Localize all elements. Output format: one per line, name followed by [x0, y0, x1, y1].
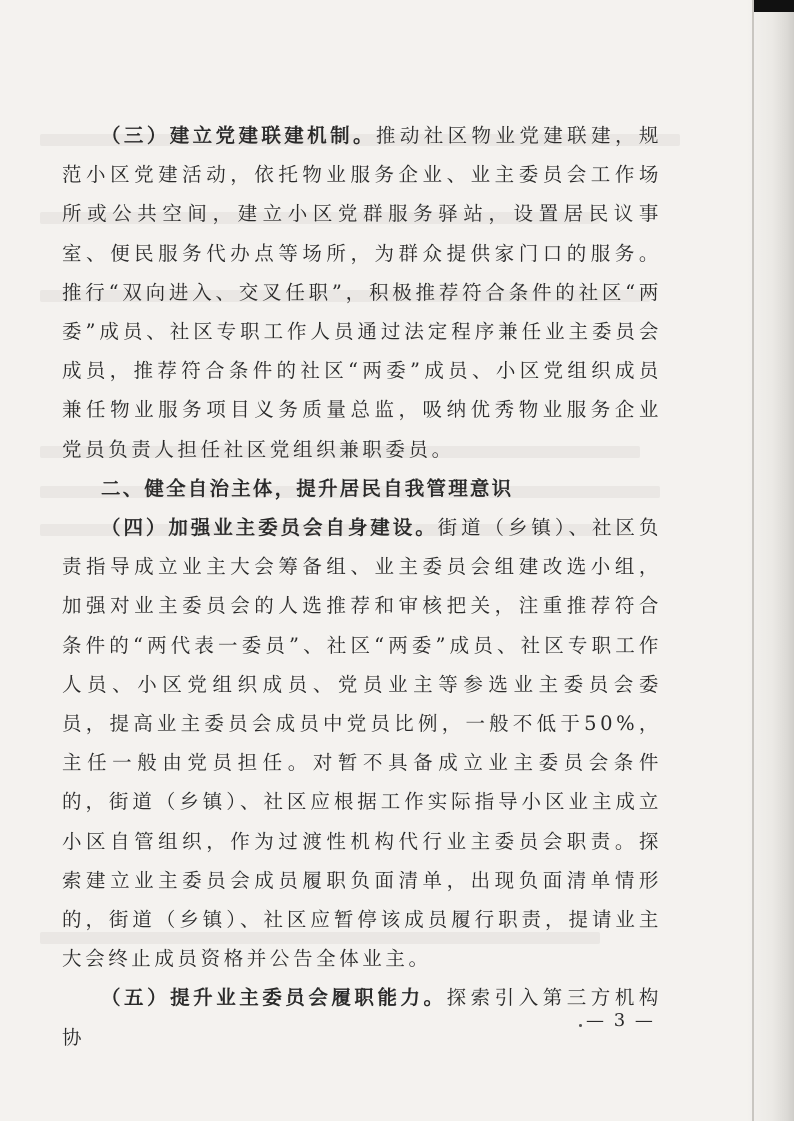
paragraph-5-lead: （五）提升业主委员会履职能力。 [101, 986, 447, 1010]
scan-speck [579, 1024, 582, 1027]
page-number: — 3 — [586, 1010, 655, 1031]
section-heading-2: 二、健全自治主体，提升居民自我管理意识 [101, 476, 514, 500]
paragraph-4 [62, 508, 662, 978]
scan-edge-line [752, 0, 754, 1121]
paragraph-3-lead: （三）建立党建联建机制。 [101, 124, 376, 147]
paragraph-4-text: 街道（乡镇）、社区负责指导成立业主大会筹备组、业主委员会组建改选小组，加强对业主委员会的人选推荐和审核把关，注重推荐符合条件的“两代表一委员”、社区“两委”成员、社区专职工作人员、小区党组织成员、党员业主等参选业主委员会委员，提高业主委员会成员中党员比例，一般不低于50%，主任一般由党员担任。对暂不具备成立业主委员会条件的，街道（乡镇）、社区应根据工作实际指导小区业主成立小区自管组织，作为过渡性机构代行业主委员会职责。探索建立业主委员会成员履职负面清单，出现负面清单情形的，街道（乡镇）、社区应暂停该成员履行职责，提请业主大会终止成员资格并公告全体业主。 [62, 516, 662, 971]
document-body [62, 116, 662, 1057]
paragraph-3 [62, 116, 662, 469]
paragraph-4-lead: （四）加强业主委员会自身建设。 [101, 516, 438, 540]
paragraph-3-text: 推动社区物业党建联建，规范小区党建活动，依托物业服务企业、业主委员会工作场所或公共空间，建立小区党群服务驿站，设置居民议事室、便民服务代办点等场所，为群众提供家门口的服务。推行“双向进入、交叉任职”，积极推荐符合条件的社区“两委”成员、社区专职工作人员通过法定程序兼任业主委员会成员，推荐符合条件的社区“两委”成员、小区党组织成员兼任物业服务项目义务质量总监，吸纳优秀物业服务企业党员负责人担任社区党组织兼职委员。 [62, 124, 662, 461]
paragraph-5 [62, 978, 662, 1056]
paragraph-5-text: 探索引入第三方机构协 [62, 986, 662, 1049]
scan-corner-mark [754, 0, 794, 12]
